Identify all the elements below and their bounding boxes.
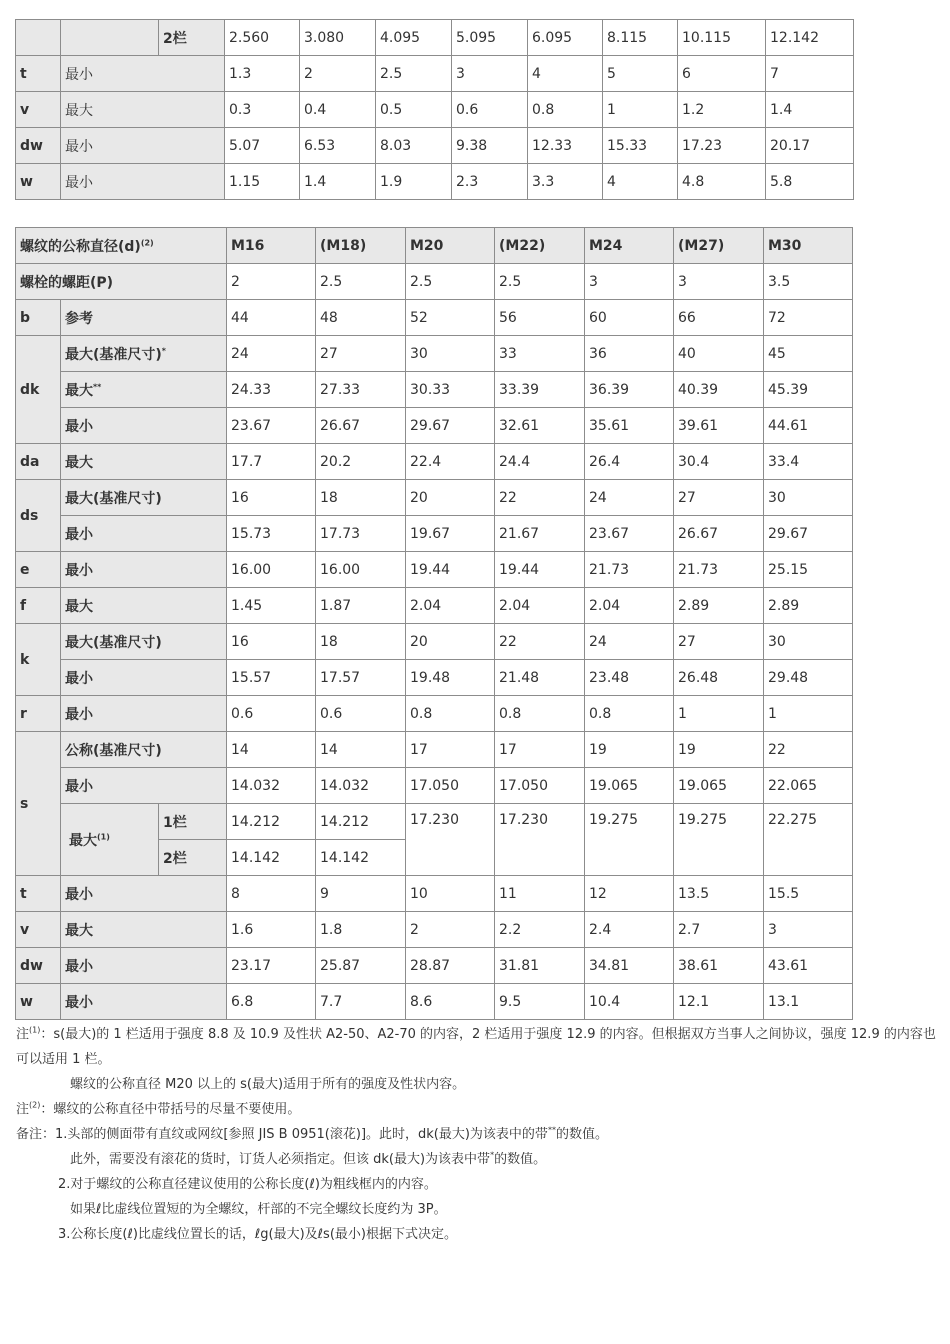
value-cell: 5 — [603, 56, 678, 92]
value-cell: 2.5 — [495, 264, 585, 300]
value-cell: 17.050 — [406, 768, 495, 804]
footnote-mark: * — [161, 345, 166, 355]
value-cell: 52 — [406, 300, 495, 336]
value-cell: 17.57 — [316, 660, 406, 696]
limit-cell: 最小 — [61, 164, 225, 200]
value-cell: 3 — [674, 264, 764, 300]
value-cell: 16.00 — [316, 552, 406, 588]
value-cell: 33 — [495, 336, 585, 372]
note-2: 注$^{(2)}$：螺纹的公称直径中带括号的尽量不要使用。 — [16, 1100, 301, 1117]
value-cell: 27 — [316, 336, 406, 372]
value-cell: 24 — [585, 480, 674, 516]
cell-label: 最大(基准尺寸) — [65, 346, 162, 363]
value-cell: 6.53 — [300, 128, 376, 164]
value-cell: 56 — [495, 300, 585, 336]
table-row-s-r1 — [16, 732, 853, 768]
table-row-k-r1 — [16, 624, 853, 660]
table-row-ds-r2 — [16, 516, 853, 552]
limit-cell — [61, 372, 227, 408]
value-cell: 10 — [406, 876, 495, 912]
value-cell: 0.6 — [227, 696, 316, 732]
value-cell: 29.67 — [406, 408, 495, 444]
value-cell: 5.07 — [225, 128, 300, 164]
value-cell: 2 — [227, 264, 316, 300]
value-cell: 12 — [585, 876, 674, 912]
value-cell: 60 — [585, 300, 674, 336]
value-cell: 14.032 — [227, 768, 316, 804]
symbol-cell: t — [16, 876, 61, 912]
cell-label: 最大(基准尺寸) — [65, 490, 162, 507]
remark-3: 3.公称长度(ℓ)比虚线位置长的话，ℓg(最大)及ℓs(最小)根据下式决定。 — [58, 1227, 457, 1242]
value-cell: 0.8 — [528, 92, 603, 128]
value-cell: 30 — [764, 480, 853, 516]
note-1: 注$^{(1)}$：s(最大)的 1 栏适用于强度 8.8 及 10.9 及性状 A2-50、A2-70 的内容，2 栏适用于强度 12.9 的内容。但根据双方当事人之间协议，强度 12.9 的内容也可以适用 1 栏。 — [16, 1025, 936, 1067]
table-row-k-r2 — [16, 660, 853, 696]
value-cell: 20 — [406, 624, 495, 660]
value-cell: 2.4 — [585, 912, 674, 948]
pitch-label: 螺栓的螺距(P) — [16, 264, 227, 300]
value-cell: 20.17 — [766, 128, 854, 164]
value-cell: 13.5 — [674, 876, 764, 912]
value-cell: 7 — [766, 56, 854, 92]
value-cell: 0.8 — [495, 696, 585, 732]
value-cell: 31.81 — [495, 948, 585, 984]
value-cell: 6.095 — [528, 20, 603, 56]
value-cell: 3 — [585, 264, 674, 300]
value-cell: 19.275 — [674, 804, 764, 876]
value-cell: 8.03 — [376, 128, 452, 164]
value-cell: 2.89 — [764, 588, 853, 624]
value-cell: 3.3 — [528, 164, 603, 200]
value-cell: 22.4 — [406, 444, 495, 480]
table-row-2lan — [16, 20, 854, 56]
value-cell: 2.7 — [674, 912, 764, 948]
value-cell: 36.39 — [585, 372, 674, 408]
limit-cell: 最小 — [61, 984, 227, 1020]
value-cell: 19.065 — [585, 768, 674, 804]
size-header: M24 — [585, 228, 674, 264]
note-1-sub: 螺纹的公称直径 M20 以上的 s(最大)适用于所有的强度及性状内容。 — [70, 1077, 466, 1092]
value-cell: 0.8 — [585, 696, 674, 732]
value-cell: 17.230 — [406, 804, 495, 876]
limit-cell — [61, 336, 227, 372]
symbol-cell: t — [16, 56, 61, 92]
symbol-cell: k — [16, 624, 61, 696]
value-cell: 15.73 — [227, 516, 316, 552]
value-cell: 23.67 — [585, 516, 674, 552]
limit-cell: 最小 — [61, 552, 227, 588]
value-cell: 36 — [585, 336, 674, 372]
value-cell: 4 — [603, 164, 678, 200]
value-cell: 19.67 — [406, 516, 495, 552]
value-cell: 24.4 — [495, 444, 585, 480]
value-cell: 2.5 — [316, 264, 406, 300]
footnote-mark: ** — [93, 381, 102, 391]
value-cell: 19.275 — [585, 804, 674, 876]
cell-label: 螺纹的公称直径(d) — [20, 238, 141, 255]
value-cell: 1 — [764, 696, 853, 732]
value-cell: 22.065 — [764, 768, 853, 804]
size-header: M20 — [406, 228, 495, 264]
cell-label: 最小 — [65, 526, 93, 543]
value-cell: 12.142 — [766, 20, 854, 56]
limit-cell: 最小 — [61, 56, 225, 92]
limit-cell — [61, 624, 227, 660]
size-header: (M22) — [495, 228, 585, 264]
value-cell: 1.8 — [316, 912, 406, 948]
value-cell: 1.15 — [225, 164, 300, 200]
value-cell: 26.67 — [674, 516, 764, 552]
value-cell: 0.6 — [316, 696, 406, 732]
limit-cell: 最大 — [61, 92, 225, 128]
value-cell: 9 — [316, 876, 406, 912]
limit-cell — [61, 804, 159, 876]
value-cell: 33.4 — [764, 444, 853, 480]
value-cell: 16 — [227, 480, 316, 516]
table-row-dw — [16, 128, 854, 164]
table-row-da — [16, 444, 853, 480]
value-cell: 14.212 — [316, 804, 406, 840]
value-cell: 10.4 — [585, 984, 674, 1020]
value-cell: 18 — [316, 480, 406, 516]
value-cell: 23.17 — [227, 948, 316, 984]
value-cell: 2 — [300, 56, 376, 92]
value-cell: 17.050 — [495, 768, 585, 804]
symbol-cell: dw — [16, 948, 61, 984]
value-cell: 24.33 — [227, 372, 316, 408]
value-cell: 28.87 — [406, 948, 495, 984]
value-cell: 21.73 — [585, 552, 674, 588]
value-cell: 45.39 — [764, 372, 853, 408]
size-header: M30 — [764, 228, 853, 264]
value-cell: 19.48 — [406, 660, 495, 696]
table-row-v — [16, 92, 854, 128]
limit-cell: 最大 — [61, 588, 227, 624]
table-row-ds-r1 — [16, 480, 853, 516]
footnote-mark: (2) — [140, 237, 154, 247]
table-row-dk-r3 — [16, 408, 853, 444]
value-cell: 0.4 — [300, 92, 376, 128]
value-cell: 22 — [495, 480, 585, 516]
value-cell: 48 — [316, 300, 406, 336]
value-cell: 26.48 — [674, 660, 764, 696]
table-row-v — [16, 912, 853, 948]
value-cell: 16.00 — [227, 552, 316, 588]
value-cell: 20 — [406, 480, 495, 516]
value-cell: 23.48 — [585, 660, 674, 696]
limit-cell: 最小 — [61, 696, 227, 732]
dimension-table-continued — [15, 19, 854, 200]
value-cell: 7.7 — [316, 984, 406, 1020]
value-cell: 30.33 — [406, 372, 495, 408]
bolt-dimension-table — [15, 227, 853, 1020]
value-cell: 2.2 — [495, 912, 585, 948]
table-row-t — [16, 56, 854, 92]
value-cell: 22 — [764, 732, 853, 768]
value-cell: 27.33 — [316, 372, 406, 408]
remark-2: 2.对于螺纹的公称直径建议使用的公称长度(ℓ)为粗线框内的内容。 — [58, 1177, 437, 1192]
symbol-cell: da — [16, 444, 61, 480]
limit-cell: 最大 — [61, 912, 227, 948]
size-header: M16 — [227, 228, 316, 264]
value-cell: 14.142 — [316, 840, 406, 876]
value-cell: 45 — [764, 336, 853, 372]
value-cell: 17.230 — [495, 804, 585, 876]
remark-1-sub: 此外，需要没有滚花的货时，订货人必须指定。但该 dk(最大)为该表中带*的数值。 — [70, 1150, 547, 1167]
table-row-w — [16, 164, 854, 200]
limit-cell: 最小 — [61, 128, 225, 164]
value-cell: 21.73 — [674, 552, 764, 588]
value-cell: 22 — [495, 624, 585, 660]
value-cell: 33.39 — [495, 372, 585, 408]
value-cell: 17 — [495, 732, 585, 768]
value-cell: 14.212 — [227, 804, 316, 840]
table-row-t — [16, 876, 853, 912]
value-cell: 24 — [585, 624, 674, 660]
value-cell: 0.5 — [376, 92, 452, 128]
value-cell: 2 — [406, 912, 495, 948]
value-cell: 14.142 — [227, 840, 316, 876]
value-cell: 3 — [764, 912, 853, 948]
value-cell: 5.095 — [452, 20, 528, 56]
value-cell: 30 — [406, 336, 495, 372]
column-label: 1栏 — [159, 804, 227, 840]
value-cell: 72 — [764, 300, 853, 336]
value-cell: 21.48 — [495, 660, 585, 696]
value-cell: 4.095 — [376, 20, 452, 56]
limit-cell: 最小 — [61, 876, 227, 912]
table-row-r — [16, 696, 853, 732]
table-row-dk-r2 — [16, 372, 853, 408]
value-cell: 17.7 — [227, 444, 316, 480]
value-cell: 6 — [678, 56, 766, 92]
limit-cell: 最大 — [61, 444, 227, 480]
symbol-cell: dw — [16, 128, 61, 164]
value-cell: 10.115 — [678, 20, 766, 56]
table-row-dk-r1 — [16, 336, 853, 372]
pitch-row — [16, 264, 853, 300]
value-cell: 38.61 — [674, 948, 764, 984]
value-cell: 44.61 — [764, 408, 853, 444]
value-cell: 29.48 — [764, 660, 853, 696]
value-cell: 0.8 — [406, 696, 495, 732]
value-cell: 2.04 — [585, 588, 674, 624]
value-cell: 30.4 — [674, 444, 764, 480]
value-cell: 44 — [227, 300, 316, 336]
value-cell: 6.8 — [227, 984, 316, 1020]
value-cell: 1.87 — [316, 588, 406, 624]
value-cell: 2.5 — [406, 264, 495, 300]
value-cell: 21.67 — [495, 516, 585, 552]
value-cell: 2.560 — [225, 20, 300, 56]
cell-label: 最小 — [65, 670, 93, 687]
value-cell: 3.080 — [300, 20, 376, 56]
symbol-cell: r — [16, 696, 61, 732]
empty-cell — [16, 20, 61, 56]
cell-label: 最大 — [65, 382, 93, 399]
symbol-cell: s — [16, 732, 61, 876]
value-cell: 8.115 — [603, 20, 678, 56]
value-cell: 14 — [227, 732, 316, 768]
value-cell: 40.39 — [674, 372, 764, 408]
value-cell: 19.44 — [406, 552, 495, 588]
value-cell: 9.5 — [495, 984, 585, 1020]
value-cell: 29.67 — [764, 516, 853, 552]
symbol-cell: v — [16, 912, 61, 948]
value-cell: 8 — [227, 876, 316, 912]
value-cell: 5.8 — [766, 164, 854, 200]
value-cell: 14 — [316, 732, 406, 768]
value-cell: 9.38 — [452, 128, 528, 164]
limit-cell: 最小 — [61, 948, 227, 984]
value-cell: 3 — [452, 56, 528, 92]
value-cell: 1.9 — [376, 164, 452, 200]
column-label: 2栏 — [159, 840, 227, 876]
value-cell: 26.67 — [316, 408, 406, 444]
value-cell: 32.61 — [495, 408, 585, 444]
value-cell: 2.3 — [452, 164, 528, 200]
table-row-b — [16, 300, 853, 336]
value-cell: 0.3 — [225, 92, 300, 128]
value-cell: 25.15 — [764, 552, 853, 588]
symbol-cell: b — [16, 300, 61, 336]
limit-cell: 最小 — [61, 768, 227, 804]
limit-cell: 参考 — [61, 300, 227, 336]
value-cell: 35.61 — [585, 408, 674, 444]
symbol-cell: dk — [16, 336, 61, 444]
value-cell: 17.73 — [316, 516, 406, 552]
cell-label: 最大 — [69, 832, 97, 849]
table-row-w — [16, 984, 853, 1020]
value-cell: 4.8 — [678, 164, 766, 200]
value-cell: 17 — [406, 732, 495, 768]
value-cell: 26.4 — [585, 444, 674, 480]
value-cell: 66 — [674, 300, 764, 336]
symbol-cell: e — [16, 552, 61, 588]
value-cell: 2.89 — [674, 588, 764, 624]
value-cell: 25.87 — [316, 948, 406, 984]
value-cell: 1.4 — [766, 92, 854, 128]
value-cell: 39.61 — [674, 408, 764, 444]
table-row-f — [16, 588, 853, 624]
value-cell: 23.67 — [227, 408, 316, 444]
limit-cell — [61, 516, 227, 552]
value-cell: 19.44 — [495, 552, 585, 588]
header-cell — [16, 228, 227, 264]
value-cell: 15.57 — [227, 660, 316, 696]
value-cell: 34.81 — [585, 948, 674, 984]
column-label: 2栏 — [159, 20, 225, 56]
symbol-cell: v — [16, 92, 61, 128]
value-cell: 3.5 — [764, 264, 853, 300]
value-cell: 15.5 — [764, 876, 853, 912]
value-cell: 24 — [227, 336, 316, 372]
value-cell: 19 — [585, 732, 674, 768]
value-cell: 1.3 — [225, 56, 300, 92]
value-cell: 1.6 — [227, 912, 316, 948]
value-cell: 18 — [316, 624, 406, 660]
header-row — [16, 228, 853, 264]
symbol-cell: f — [16, 588, 61, 624]
value-cell: 43.61 — [764, 948, 853, 984]
cell-label: 最大(基准尺寸) — [65, 634, 162, 651]
value-cell: 11 — [495, 876, 585, 912]
symbol-cell: ds — [16, 480, 61, 552]
value-cell: 1 — [603, 92, 678, 128]
table-row-e — [16, 552, 853, 588]
symbol-cell: w — [16, 164, 61, 200]
value-cell: 17.23 — [678, 128, 766, 164]
value-cell: 2.5 — [376, 56, 452, 92]
value-cell: 2.04 — [495, 588, 585, 624]
limit-cell: 公称(基准尺寸) — [61, 732, 227, 768]
notes-section — [16, 1022, 941, 1247]
symbol-cell: w — [16, 984, 61, 1020]
remark-2-sub: 如果ℓ比虚线位置短的为全螺纹，杆部的不完全螺纹长度约为 3P。 — [70, 1202, 447, 1217]
value-cell: 1.45 — [227, 588, 316, 624]
value-cell: 1.4 — [300, 164, 376, 200]
limit-cell — [61, 660, 227, 696]
value-cell: 2.04 — [406, 588, 495, 624]
value-cell: 4 — [528, 56, 603, 92]
size-header: (M18) — [316, 228, 406, 264]
remark-1: 备注：1.头部的侧面带有直纹或网纹[参照 JIS B 0951(滚花)]。此时，dk(最大)为该表中的带**的数值。 — [16, 1125, 608, 1142]
value-cell: 0.6 — [452, 92, 528, 128]
value-cell: 22.275 — [764, 804, 853, 876]
value-cell: 1 — [674, 696, 764, 732]
value-cell: 27 — [674, 624, 764, 660]
table-row-dw — [16, 948, 853, 984]
value-cell: 12.33 — [528, 128, 603, 164]
empty-cell — [61, 20, 159, 56]
value-cell: 20.2 — [316, 444, 406, 480]
value-cell: 12.1 — [674, 984, 764, 1020]
value-cell: 13.1 — [764, 984, 853, 1020]
limit-cell — [61, 408, 227, 444]
limit-cell — [61, 480, 227, 516]
value-cell: 40 — [674, 336, 764, 372]
size-header: (M27) — [674, 228, 764, 264]
table-row-s-r2 — [16, 768, 853, 804]
value-cell: 14.032 — [316, 768, 406, 804]
footnote-mark: (1) — [97, 831, 110, 841]
value-cell: 27 — [674, 480, 764, 516]
value-cell: 16 — [227, 624, 316, 660]
cell-label: 最小 — [65, 418, 93, 435]
value-cell: 8.6 — [406, 984, 495, 1020]
value-cell: 1.2 — [678, 92, 766, 128]
value-cell: 30 — [764, 624, 853, 660]
table-row-s-lan1 — [16, 804, 853, 840]
value-cell: 15.33 — [603, 128, 678, 164]
value-cell: 19 — [674, 732, 764, 768]
value-cell: 19.065 — [674, 768, 764, 804]
